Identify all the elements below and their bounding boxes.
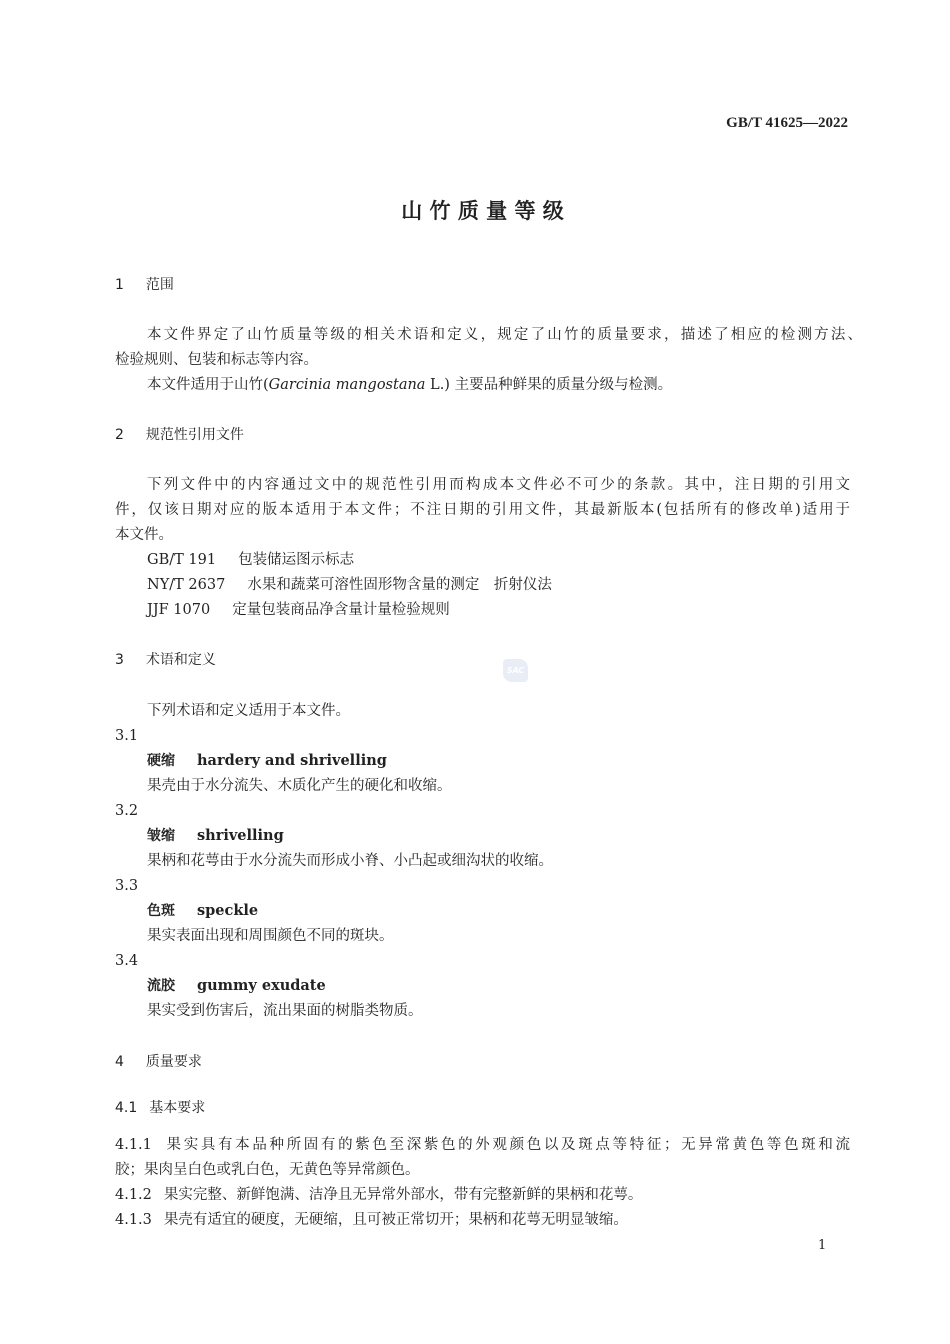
paragraph-line: 本文件。 <box>115 527 173 543</box>
page-number: 1 <box>818 1238 827 1253</box>
paragraph-line: 本文件界定了山竹质量等级的相关术语和定义，规定了山竹的质量要求，描述了相应的检测方法、 <box>147 327 862 343</box>
term-zh: 硬缩 <box>147 753 175 769</box>
sac-watermark-logo: SAC <box>503 659 528 682</box>
standard-number: GB/T 41625—2022 <box>726 115 848 131</box>
subsection-heading <box>115 1098 205 1118</box>
term-definition: 果柄和花萼由于水分流失而形成小脊、小凸起或细沟状的收缩。 <box>147 853 553 869</box>
reference <box>147 550 354 570</box>
term-number: 3.3 <box>115 878 139 894</box>
term-number: 3.4 <box>115 953 139 969</box>
term-number: 3.1 <box>115 728 139 744</box>
clause-number: 4.1.1 <box>115 1137 152 1153</box>
section-number: 3 <box>115 652 124 668</box>
subsection-number: 4.1 <box>115 1100 138 1116</box>
term-en: shrivelling <box>197 827 284 844</box>
ref-code: GB/T 191 <box>147 552 217 568</box>
clause-line <box>115 1185 642 1205</box>
term-en: speckle <box>197 902 259 919</box>
clause-line <box>115 1135 850 1155</box>
clause-line: 胶；果肉呈白色或乳白色，无黄色等异常颜色。 <box>115 1162 420 1178</box>
ref-title: 包装储运图示标志 <box>238 552 355 568</box>
term-en: hardery and shrivelling <box>197 752 387 769</box>
paragraph-line <box>147 375 672 395</box>
section-title: 术语和定义 <box>145 652 216 668</box>
paragraph-line: 下列术语和定义适用于本文件。 <box>147 703 350 719</box>
section-title: 质量要求 <box>145 1054 202 1070</box>
paragraph-line: 件，仅该日期对应的版本适用于本文件；不注日期的引用文件，其最新版本(包括所有的修改单)适用于 <box>115 502 850 518</box>
text: L.) 主要品种鲜果的质量分级与检测。 <box>425 377 673 393</box>
ref-title: 水果和蔬菜可溶性固形物含量的测定 折射仪法 <box>247 577 552 593</box>
clause-text: 果实完整、新鲜饱满、洁净且无异常外部水，带有完整新鲜的果柄和花萼。 <box>163 1187 643 1203</box>
page-title: 山 竹 质 量 等 级 <box>401 199 564 223</box>
term-heading <box>147 826 284 846</box>
latin-name: Garcinia mangostana <box>268 377 426 393</box>
reference <box>147 575 552 595</box>
section-title: 范围 <box>145 277 174 293</box>
term-zh: 色斑 <box>147 903 175 919</box>
ref-code: NY/T 2637 <box>147 577 226 593</box>
clause-number: 4.1.2 <box>115 1187 152 1203</box>
term-heading <box>147 751 387 771</box>
section-number: 4 <box>115 1054 124 1070</box>
term-heading <box>147 901 258 921</box>
paragraph-line: 下列文件中的内容通过文中的规范性引用而构成本文件必不可少的条款。其中，注日期的引用文 <box>147 477 850 493</box>
paragraph-line: 检验规则、包装和标志等内容。 <box>115 352 318 368</box>
ref-title: 定量包装商品净含量计量检验规则 <box>232 602 450 618</box>
clause-text: 果壳有适宜的硬度，无硬缩，且可被正常切开；果柄和花萼无明显皱缩。 <box>163 1212 628 1228</box>
text: 本文件适用于山竹( <box>147 377 269 393</box>
clause-number: 4.1.3 <box>115 1212 152 1228</box>
clause-line <box>115 1210 628 1230</box>
section-number: 1 <box>115 277 124 293</box>
section-title: 规范性引用文件 <box>145 427 244 443</box>
section-1-heading <box>115 275 174 295</box>
section-4-heading <box>115 1052 202 1072</box>
section-2-heading <box>115 425 244 445</box>
subsection-title: 基本要求 <box>149 1100 206 1116</box>
clause-text: 果实具有本品种所固有的紫色至深紫色的外观颜色以及斑点等特征；无异常黄色等色斑和流 <box>163 1137 850 1153</box>
term-definition: 果壳由于水分流失、木质化产生的硬化和收缩。 <box>147 778 452 794</box>
term-zh: 皱缩 <box>147 828 175 844</box>
ref-code: JJF 1070 <box>147 602 211 618</box>
term-number: 3.2 <box>115 803 139 819</box>
reference <box>147 600 450 620</box>
term-en: gummy exudate <box>197 977 326 994</box>
term-definition: 果实受到伤害后，流出果面的树脂类物质。 <box>147 1003 423 1019</box>
section-3-heading <box>115 650 216 670</box>
term-definition: 果实表面出现和周围颜色不同的斑块。 <box>147 928 394 944</box>
term-zh: 流胶 <box>147 978 175 994</box>
term-heading <box>147 976 326 996</box>
section-number: 2 <box>115 427 124 443</box>
